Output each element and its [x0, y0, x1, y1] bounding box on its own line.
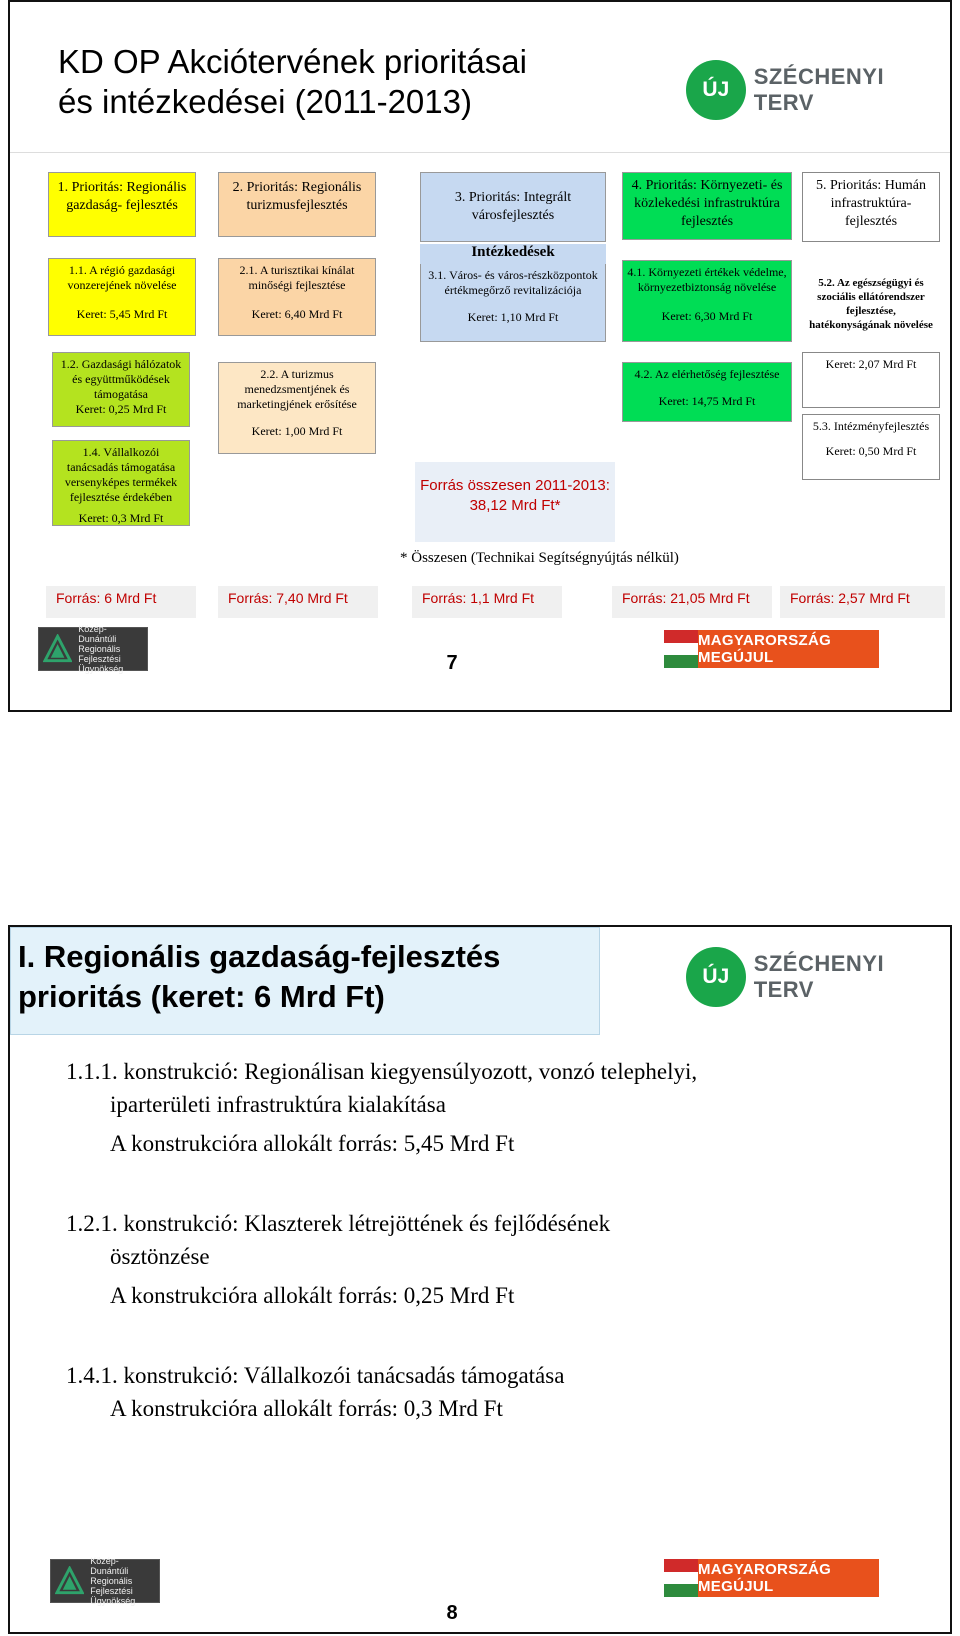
measure-3-1	[420, 264, 606, 342]
magyarorszag-megujul-logo	[664, 630, 879, 668]
footnote: * Összesen (Technikai Segítségnyújtás nélkül)	[400, 550, 679, 566]
forras-total-line-1: Forrás összesen 2011-2013:	[420, 477, 610, 494]
measure-2-2-label: 2.2. A turizmus menedzsmentjének és marketingjének erősítése	[237, 367, 357, 411]
agency-triangle-icon	[43, 634, 72, 664]
measure-2-1	[218, 258, 376, 336]
measure-2-2-keret: Keret: 1,00 Mrd Ft	[251, 424, 343, 438]
construction-item-2	[66, 1207, 926, 1312]
item-2-allocation: A konstrukcióra allokált forrás: 0,25 Mrd Ft	[110, 1283, 515, 1308]
item-1-allocation: A konstrukcióra allokált forrás: 5,45 Mrd Ft	[110, 1131, 515, 1156]
szechenyi-terv-logo	[686, 60, 950, 120]
priority-3-header: 3. Prioritás: Integrált városfejlesztés	[420, 172, 606, 242]
measure-1-1-label: 1.1. A régió gazdasági vonzerejének növelése	[67, 263, 177, 292]
forras-4: Forrás: 21,05 Mrd Ft	[612, 586, 772, 618]
measure-1-2-label: 1.2. Gazdasági hálózatok és együttműködések támogatása	[60, 357, 182, 401]
slide-8	[8, 925, 952, 1634]
priority-2-header: 2. Prioritás: Regionális turizmusfejlesztés	[218, 172, 376, 237]
title-line-2: prioritás (keret: 6 Mrd Ft)	[18, 979, 385, 1014]
measure-1-4	[52, 440, 190, 526]
item-3-line-1: 1.4.1. konstrukció: Vállalkozói tanácsadás támogatása	[66, 1363, 565, 1388]
szechenyi-circle-icon: ÚJ	[686, 60, 746, 120]
priority-5-header: 5. Prioritás: Humán infrastruktúra-fejlesztés	[802, 172, 940, 242]
hungarian-flag-icon	[664, 1559, 698, 1597]
measure-1-4-label: 1.4. Vállalkozói tanácsadás támogatása versenyképes termékek fejlesztése érdekében	[64, 445, 178, 504]
measure-1-1-keret: Keret: 5,45 Mrd Ft	[76, 307, 168, 321]
slide-title	[58, 42, 527, 122]
construction-item-3	[66, 1359, 926, 1425]
forras-total-line-2: 38,12 Mrd Ft*	[469, 497, 561, 514]
szechenyi-logo-text: SZÉCHENYI TERV	[753, 951, 885, 1002]
magyarorszag-megujul-logo	[664, 1559, 879, 1597]
intezkedesek-label: Intézkedések	[420, 244, 606, 264]
measure-5-3	[802, 414, 940, 480]
page-number: 8	[446, 1602, 458, 1624]
measure-1-2-keret: Keret: 0,25 Mrd Ft	[75, 402, 167, 416]
measure-1-1	[48, 258, 196, 336]
measure-2-1-keret: Keret: 6,40 Mrd Ft	[251, 307, 343, 321]
slide-title	[18, 937, 500, 1017]
measure-3-1-keret: Keret: 1,10 Mrd Ft	[467, 310, 559, 324]
item-2-line-2: ösztönzése	[110, 1244, 210, 1269]
measure-4-2	[622, 362, 792, 422]
measure-4-2-keret: Keret: 14,75 Mrd Ft	[658, 394, 756, 408]
szechenyi-circle-icon: ÚJ	[686, 947, 746, 1007]
szechenyi-terv-logo	[686, 947, 950, 1007]
slide-7	[8, 0, 952, 712]
agency-logo: Közép-Dunántúli Regionális Fejlesztési Ügynökség	[38, 627, 148, 671]
priority-1-header: 1. Prioritás: Regionális gazdaság- fejlesztés	[48, 172, 196, 237]
item-3-allocation: A konstrukcióra allokált forrás: 0,3 Mrd Ft	[110, 1396, 503, 1421]
title-line-2: és intézkedései (2011-2013)	[58, 83, 472, 120]
measure-2-1-label: 2.1. A turisztikai kínálat minőségi fejlesztése	[239, 263, 355, 292]
priority-4-header: 4. Prioritás: Környezeti- és közlekedési infrastruktúra fejlesztés	[622, 172, 792, 240]
forras-total-box	[415, 462, 615, 542]
measure-5-2: 5.2. Az egészségügyi és szociális ellátórendszer fejlesztése, hatékonyságának növelése	[802, 272, 940, 350]
item-1-line-1: 1.1.1. konstrukció: Regionálisan kiegyensúlyozott, vonzó telephelyi,	[66, 1059, 698, 1084]
szechenyi-logo-text: SZÉCHENYI TERV	[753, 64, 885, 115]
page-number: 7	[446, 652, 458, 674]
forras-2: Forrás: 7,40 Mrd Ft	[218, 586, 378, 618]
measure-4-1-label: 4.1. Környezeti értékek védelme, környezetbiztonság növelése	[627, 265, 787, 294]
divider	[10, 152, 952, 153]
measure-4-2-label: 4.2. Az elérhetőség fejlesztése	[634, 367, 780, 381]
hu-logo-text: MAGYARORSZÁG MEGÚJUL	[698, 1559, 879, 1597]
title-line-1: I. Regionális gazdaság-fejlesztés	[18, 939, 501, 974]
measure-1-2	[52, 352, 190, 427]
item-2-line-1: 1.2.1. konstrukció: Klaszterek létrejöttének és fejlődésének	[66, 1211, 611, 1236]
forras-5: Forrás: 2,57 Mrd Ft	[780, 586, 945, 618]
measure-5-2-keret-label: Keret: 2,07 Mrd Ft	[825, 357, 917, 371]
hu-logo-text: MAGYARORSZÁG MEGÚJUL	[698, 630, 879, 668]
agency-triangle-icon	[55, 1566, 84, 1596]
title-line-1: KD OP Akciótervének prioritásai	[58, 43, 527, 80]
measure-5-3-keret: Keret: 0,50 Mrd Ft	[825, 444, 917, 458]
hungarian-flag-icon	[664, 630, 698, 668]
item-1-line-2: iparterületi infrastruktúra kialakítása	[110, 1092, 446, 1117]
measure-3-1-label: 3.1. Város- és város-részközpontok értékmegőrző revitalizációja	[428, 268, 598, 297]
measure-5-2-keret	[802, 352, 940, 408]
measure-1-4-keret: Keret: 0,3 Mrd Ft	[78, 511, 164, 525]
forras-1: Forrás: 6 Mrd Ft	[46, 586, 196, 618]
construction-item-1	[66, 1055, 926, 1160]
measure-4-1-keret: Keret: 6,30 Mrd Ft	[661, 309, 753, 323]
measure-2-2	[218, 362, 376, 454]
measure-4-1	[622, 260, 792, 342]
agency-logo: Közép-Dunántúli Regionális Fejlesztési Ügynökség	[50, 1559, 160, 1603]
forras-3: Forrás: 1,1 Mrd Ft	[412, 586, 562, 618]
measure-5-3-label: 5.3. Intézményfejlesztés	[812, 419, 930, 433]
